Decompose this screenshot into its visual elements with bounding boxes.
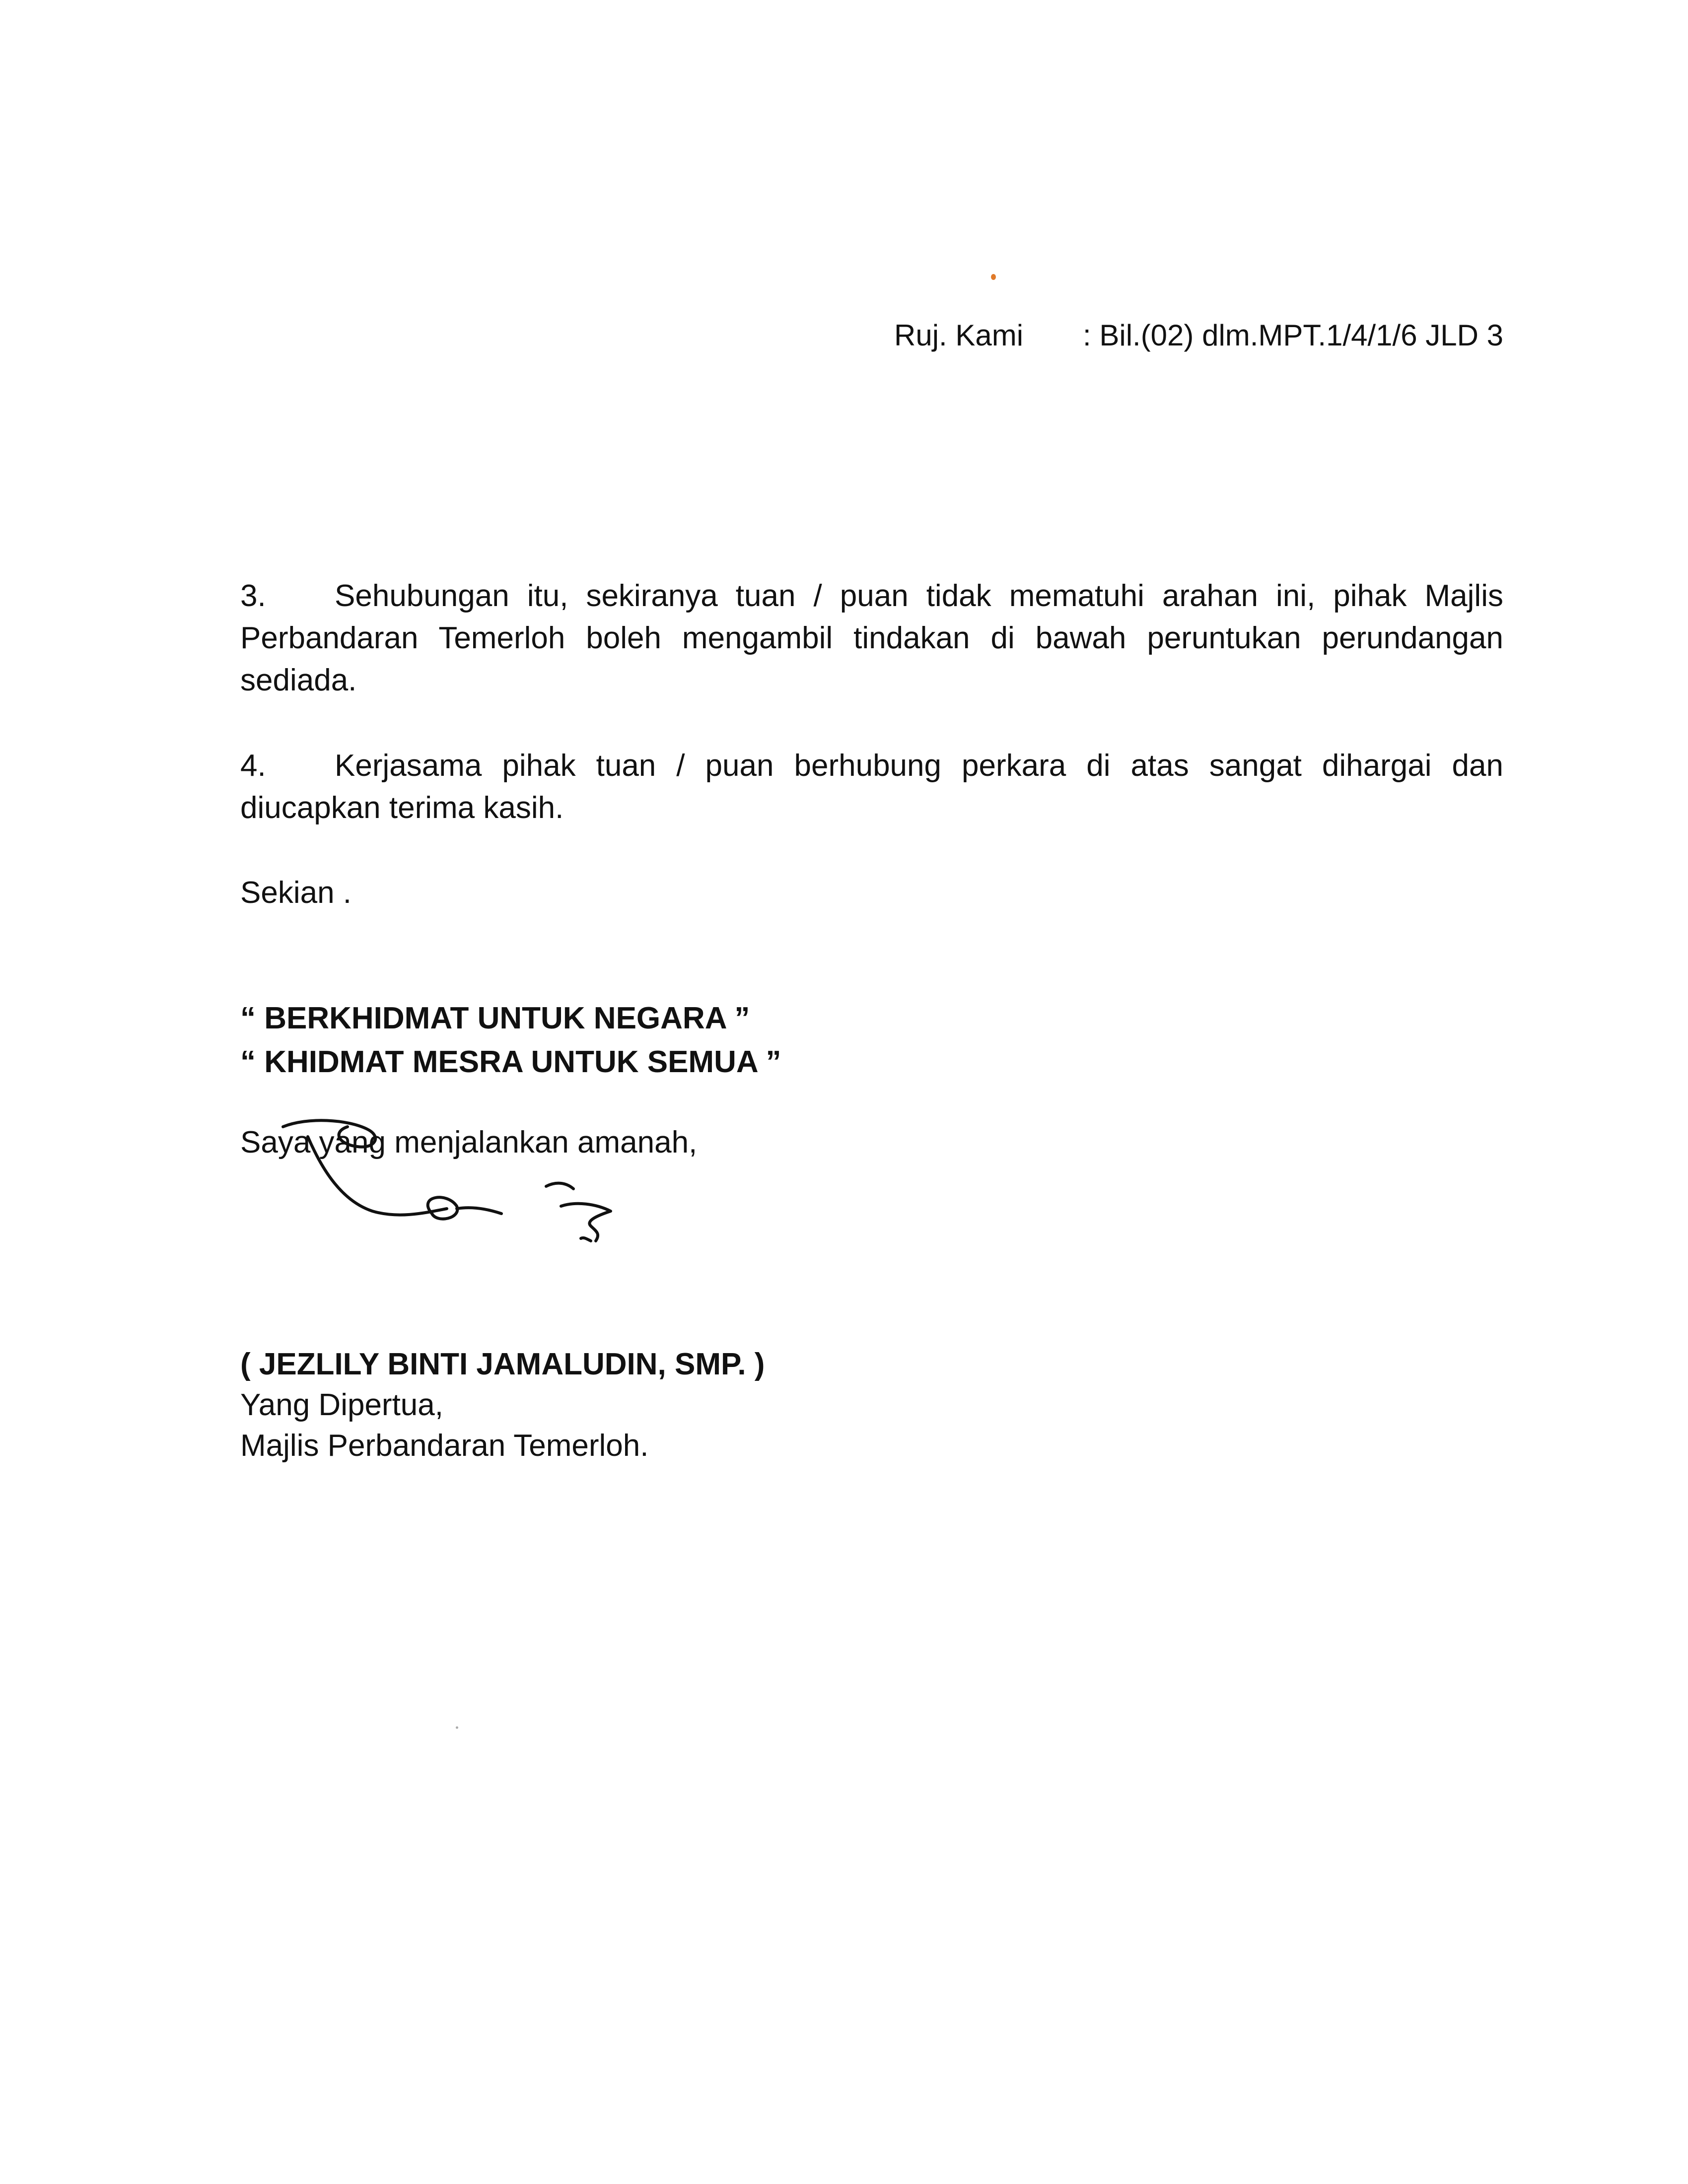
paragraph-number: 4.: [240, 749, 266, 783]
paragraph-3: [240, 575, 1503, 701]
scan-speck: [991, 274, 996, 280]
signatory-title: Yang Dipertua,: [240, 1388, 443, 1422]
paragraph-text: Sehubungan itu, sekiranya tuan / puan tidak mematuhi arahan ini, pihak Majlis Perbandaran Temerloh boleh mengambil tindakan di bawah peruntukan perundangan sediada.: [240, 579, 1503, 697]
paragraph-4: [240, 745, 1503, 829]
paragraph-number: 3.: [240, 579, 266, 613]
scan-speck: [456, 1726, 458, 1729]
sign-off-text: Saya yang menjalankan amanah,: [240, 1125, 698, 1160]
signatory-organization: Majlis Perbandaran Temerloh.: [240, 1429, 649, 1463]
signatory-name: ( JEZLILY BINTI JAMALUDIN, SMP. ): [240, 1347, 765, 1381]
mottos: [240, 997, 781, 1084]
reference-label: Ruj. Kami: [894, 319, 1024, 352]
motto-line: “ KHIDMAT MESRA UNTUK SEMUA ”: [240, 1045, 781, 1079]
motto-line: “ BERKHIDMAT UNTUK NEGARA ”: [240, 1001, 750, 1035]
reference-value: : Bil.(02) dlm.MPT.1/4/1/6 JLD 3: [1083, 319, 1503, 352]
reference-line: [894, 318, 1503, 353]
signature-image: [268, 1107, 665, 1271]
closing-text: Sekian .: [240, 876, 352, 910]
signatory-block: [240, 1344, 765, 1466]
paragraph-text: Kerjasama pihak tuan / puan berhubung perkara di atas sangat dihargai dan diucapkan terima kasih.: [240, 749, 1503, 825]
